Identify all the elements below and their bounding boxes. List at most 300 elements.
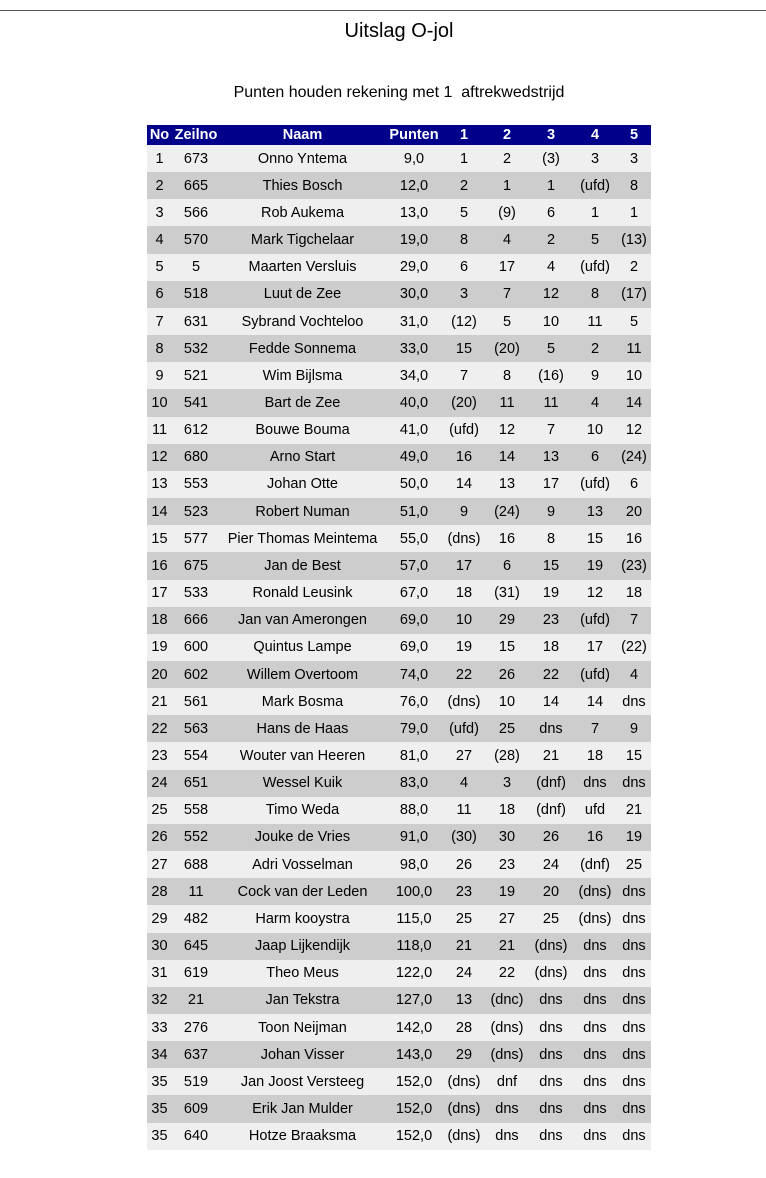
col-naam-cell: Wim Bijlsma — [220, 362, 385, 389]
col-punten-cell: 69,0 — [385, 634, 443, 661]
col-naam-cell: Wessel Kuik — [220, 770, 385, 797]
col-race-5-cell: 4 — [617, 661, 651, 688]
col-race-3-cell: 6 — [529, 199, 573, 226]
col-race-4-cell: 7 — [573, 715, 617, 742]
col-naam-cell: Maarten Versluis — [220, 254, 385, 281]
col-race-4-cell: 19 — [573, 552, 617, 579]
col-punten-cell: 152,0 — [385, 1123, 443, 1150]
col-race-4-cell: 15 — [573, 525, 617, 552]
col-punten-cell: 118,0 — [385, 933, 443, 960]
col-naam-cell: Rob Aukema — [220, 199, 385, 226]
col-race-3-cell: 10 — [529, 308, 573, 335]
table-row — [147, 960, 651, 987]
col-punten-cell: 76,0 — [385, 688, 443, 715]
col-race-3-cell: 21 — [529, 742, 573, 769]
col-race-5-cell: 20 — [617, 498, 651, 525]
col-naam-cell: Jan Tekstra — [220, 987, 385, 1014]
col-zeilno-cell: 523 — [172, 498, 220, 525]
col-naam-cell: Jan van Amerongen — [220, 607, 385, 634]
col-race-3-cell: dns — [529, 1068, 573, 1095]
col-race-1-cell: (dns) — [443, 1123, 485, 1150]
col-no-cell: 21 — [147, 688, 172, 715]
col-race-2-cell: dnf — [485, 1068, 529, 1095]
col-race-3-cell: 13 — [529, 444, 573, 471]
col-race-3-cell: 1 — [529, 172, 573, 199]
col-no-cell: 7 — [147, 308, 172, 335]
col-race-4-cell: (ufd) — [573, 254, 617, 281]
col-race-3-cell: 11 — [529, 389, 573, 416]
col-race-2-cell: 7 — [485, 281, 529, 308]
col-race-3-cell: (3) — [529, 145, 573, 172]
col-punten-cell: 33,0 — [385, 335, 443, 362]
col-naam-cell: Toon Neijman — [220, 1014, 385, 1041]
col-race-2-cell: 2 — [485, 145, 529, 172]
col-race-5-header: 5 — [617, 125, 651, 145]
col-naam-cell: Jan Joost Versteeg — [220, 1068, 385, 1095]
table-row — [147, 688, 651, 715]
col-race-4-cell: 4 — [573, 389, 617, 416]
col-race-3-cell: (dnf) — [529, 797, 573, 824]
col-no-cell: 34 — [147, 1041, 172, 1068]
col-race-5-cell: 10 — [617, 362, 651, 389]
col-zeilno-cell: 533 — [172, 580, 220, 607]
table-row — [147, 851, 651, 878]
col-race-1-cell: (30) — [443, 824, 485, 851]
col-race-2-cell: 4 — [485, 226, 529, 253]
col-race-2-cell: 25 — [485, 715, 529, 742]
col-zeilno-cell: 688 — [172, 851, 220, 878]
col-punten-cell: 74,0 — [385, 661, 443, 688]
col-punten-cell: 98,0 — [385, 851, 443, 878]
table-row — [147, 172, 651, 199]
col-no-cell: 23 — [147, 742, 172, 769]
col-punten-cell: 49,0 — [385, 444, 443, 471]
col-race-5-cell: 19 — [617, 824, 651, 851]
col-race-3-cell: (dnf) — [529, 770, 573, 797]
table-row — [147, 715, 651, 742]
table-row — [147, 226, 651, 253]
results-table — [147, 125, 651, 1150]
col-race-5-cell: dns — [617, 770, 651, 797]
col-punten-cell: 29,0 — [385, 254, 443, 281]
col-race-5-cell: 14 — [617, 389, 651, 416]
col-race-1-cell: 3 — [443, 281, 485, 308]
col-race-2-cell: 21 — [485, 933, 529, 960]
col-race-1-cell: 17 — [443, 552, 485, 579]
col-race-2-cell: dns — [485, 1095, 529, 1122]
col-race-1-cell: (dns) — [443, 525, 485, 552]
col-race-3-cell: 18 — [529, 634, 573, 661]
col-zeilno-cell: 558 — [172, 797, 220, 824]
col-race-2-cell: (24) — [485, 498, 529, 525]
col-race-3-cell: 17 — [529, 471, 573, 498]
col-race-1-cell: 1 — [443, 145, 485, 172]
col-race-4-cell: dns — [573, 1095, 617, 1122]
col-punten-cell: 13,0 — [385, 199, 443, 226]
table-row — [147, 607, 651, 634]
col-race-3-cell: dns — [529, 1041, 573, 1068]
col-race-4-cell: dns — [573, 1123, 617, 1150]
col-race-2-cell: 1 — [485, 172, 529, 199]
col-race-4-cell: 3 — [573, 145, 617, 172]
col-zeilno-cell: 680 — [172, 444, 220, 471]
col-zeilno-cell: 673 — [172, 145, 220, 172]
col-race-4-cell: 16 — [573, 824, 617, 851]
col-race-4-cell: (dns) — [573, 878, 617, 905]
col-no-cell: 1 — [147, 145, 172, 172]
col-race-3-cell: dns — [529, 1014, 573, 1041]
col-race-3-cell: 22 — [529, 661, 573, 688]
col-zeilno-cell: 521 — [172, 362, 220, 389]
col-punten-cell: 41,0 — [385, 417, 443, 444]
col-punten-cell: 122,0 — [385, 960, 443, 987]
table-row — [147, 634, 651, 661]
col-zeilno-cell: 577 — [172, 525, 220, 552]
col-race-3-cell: 24 — [529, 851, 573, 878]
col-race-1-cell: 24 — [443, 960, 485, 987]
col-race-2-cell: 6 — [485, 552, 529, 579]
col-race-5-cell: (23) — [617, 552, 651, 579]
col-race-2-cell: (20) — [485, 335, 529, 362]
col-zeilno-cell: 563 — [172, 715, 220, 742]
col-punten-cell: 115,0 — [385, 905, 443, 932]
col-race-1-cell: 5 — [443, 199, 485, 226]
col-naam-header: Naam — [220, 125, 385, 145]
col-no-cell: 11 — [147, 417, 172, 444]
col-race-2-header: 2 — [485, 125, 529, 145]
table-row — [147, 389, 651, 416]
col-naam-cell: Jaap Lijkendijk — [220, 933, 385, 960]
col-naam-cell: Bouwe Bouma — [220, 417, 385, 444]
col-race-2-cell: 17 — [485, 254, 529, 281]
col-race-5-cell: 11 — [617, 335, 651, 362]
col-race-5-cell: 8 — [617, 172, 651, 199]
col-race-5-cell: 3 — [617, 145, 651, 172]
col-naam-cell: Johan Visser — [220, 1041, 385, 1068]
page-subtitle: Punten houden rekening met 1 aftrekwedstrijd — [233, 84, 565, 101]
col-punten-cell: 81,0 — [385, 742, 443, 769]
col-zeilno-cell: 612 — [172, 417, 220, 444]
col-zeilno-cell: 651 — [172, 770, 220, 797]
col-punten-cell: 79,0 — [385, 715, 443, 742]
col-zeilno-cell: 600 — [172, 634, 220, 661]
col-zeilno-cell: 561 — [172, 688, 220, 715]
col-race-4-cell: 1 — [573, 199, 617, 226]
col-race-1-cell: 6 — [443, 254, 485, 281]
col-race-4-cell: dns — [573, 1014, 617, 1041]
col-naam-cell: Thies Bosch — [220, 172, 385, 199]
col-race-5-cell: dns — [617, 1041, 651, 1068]
col-race-5-cell: dns — [617, 960, 651, 987]
col-race-2-cell: (28) — [485, 742, 529, 769]
col-race-1-cell: 9 — [443, 498, 485, 525]
table-row — [147, 145, 651, 172]
col-punten-cell: 50,0 — [385, 471, 443, 498]
col-race-3-cell: 14 — [529, 688, 573, 715]
table-row — [147, 878, 651, 905]
col-race-1-cell: 11 — [443, 797, 485, 824]
col-race-4-cell: 5 — [573, 226, 617, 253]
col-race-1-cell: 18 — [443, 580, 485, 607]
col-zeilno-cell: 602 — [172, 661, 220, 688]
col-race-5-cell: 6 — [617, 471, 651, 498]
table-row — [147, 905, 651, 932]
col-race-3-cell: dns — [529, 987, 573, 1014]
col-race-1-cell: 10 — [443, 607, 485, 634]
col-race-4-cell: dns — [573, 960, 617, 987]
col-race-3-cell: 23 — [529, 607, 573, 634]
col-zeilno-cell: 553 — [172, 471, 220, 498]
col-race-4-header: 4 — [573, 125, 617, 145]
col-race-4-cell: 14 — [573, 688, 617, 715]
col-race-1-cell: (dns) — [443, 688, 485, 715]
col-race-2-cell: dns — [485, 1123, 529, 1150]
col-punten-cell: 83,0 — [385, 770, 443, 797]
col-race-5-cell: 12 — [617, 417, 651, 444]
col-naam-cell: Johan Otte — [220, 471, 385, 498]
col-race-4-cell: dns — [573, 933, 617, 960]
col-race-3-cell: dns — [529, 1095, 573, 1122]
col-race-4-cell: 10 — [573, 417, 617, 444]
col-race-1-cell: 25 — [443, 905, 485, 932]
col-race-2-cell: 3 — [485, 770, 529, 797]
col-punten-cell: 69,0 — [385, 607, 443, 634]
col-race-4-cell: dns — [573, 770, 617, 797]
table-row — [147, 1041, 651, 1068]
col-race-2-cell: 12 — [485, 417, 529, 444]
col-zeilno-cell: 665 — [172, 172, 220, 199]
col-race-3-cell: (16) — [529, 362, 573, 389]
col-race-5-cell: 7 — [617, 607, 651, 634]
col-no-cell: 35 — [147, 1123, 172, 1150]
col-zeilno-cell: 518 — [172, 281, 220, 308]
col-race-3-cell: 4 — [529, 254, 573, 281]
col-race-5-cell: (13) — [617, 226, 651, 253]
col-race-1-cell: 7 — [443, 362, 485, 389]
col-no-cell: 12 — [147, 444, 172, 471]
col-race-3-cell: 8 — [529, 525, 573, 552]
col-naam-cell: Hans de Haas — [220, 715, 385, 742]
col-race-1-header: 1 — [443, 125, 485, 145]
col-punten-cell: 12,0 — [385, 172, 443, 199]
table-row — [147, 1095, 651, 1122]
col-naam-cell: Luut de Zee — [220, 281, 385, 308]
table-row — [147, 1068, 651, 1095]
col-naam-cell: Bart de Zee — [220, 389, 385, 416]
col-punten-cell: 100,0 — [385, 878, 443, 905]
table-row — [147, 471, 651, 498]
table-row — [147, 987, 651, 1014]
col-race-3-cell: (dns) — [529, 960, 573, 987]
col-race-1-cell: 13 — [443, 987, 485, 1014]
col-race-1-cell: (dns) — [443, 1068, 485, 1095]
table-row — [147, 797, 651, 824]
col-no-cell: 4 — [147, 226, 172, 253]
col-race-4-cell: 8 — [573, 281, 617, 308]
col-race-5-cell: 5 — [617, 308, 651, 335]
col-naam-cell: Erik Jan Mulder — [220, 1095, 385, 1122]
col-race-3-cell: dns — [529, 1123, 573, 1150]
table-row — [147, 552, 651, 579]
col-punten-cell: 67,0 — [385, 580, 443, 607]
table-row — [147, 1123, 651, 1150]
col-no-cell: 10 — [147, 389, 172, 416]
col-naam-cell: Fedde Sonnema — [220, 335, 385, 362]
col-race-2-cell: 30 — [485, 824, 529, 851]
col-zeilno-cell: 609 — [172, 1095, 220, 1122]
col-no-cell: 16 — [147, 552, 172, 579]
col-punten-cell: 31,0 — [385, 308, 443, 335]
table-row — [147, 742, 651, 769]
col-zeilno-cell: 5 — [172, 254, 220, 281]
col-race-4-cell: (ufd) — [573, 471, 617, 498]
col-punten-cell: 57,0 — [385, 552, 443, 579]
col-race-1-cell: 8 — [443, 226, 485, 253]
col-no-cell: 5 — [147, 254, 172, 281]
col-no-cell: 20 — [147, 661, 172, 688]
col-punten-cell: 40,0 — [385, 389, 443, 416]
col-zeilno-cell: 645 — [172, 933, 220, 960]
page-title: Uitslag O-jol — [344, 20, 454, 42]
table-row — [147, 254, 651, 281]
col-punten-cell: 152,0 — [385, 1095, 443, 1122]
col-race-5-cell: (24) — [617, 444, 651, 471]
col-punten-header: Punten — [385, 125, 443, 145]
col-race-4-cell: dns — [573, 987, 617, 1014]
col-race-4-cell: (ufd) — [573, 661, 617, 688]
col-naam-cell: Jan de Best — [220, 552, 385, 579]
col-race-4-cell: 13 — [573, 498, 617, 525]
col-race-3-cell: 5 — [529, 335, 573, 362]
col-punten-cell: 143,0 — [385, 1041, 443, 1068]
col-race-5-cell: 15 — [617, 742, 651, 769]
col-race-5-cell: dns — [617, 1014, 651, 1041]
col-no-cell: 35 — [147, 1068, 172, 1095]
col-no-cell: 25 — [147, 797, 172, 824]
col-race-2-cell: 22 — [485, 960, 529, 987]
col-race-5-cell: (17) — [617, 281, 651, 308]
col-zeilno-cell: 482 — [172, 905, 220, 932]
col-race-1-cell: 26 — [443, 851, 485, 878]
col-race-4-cell: (dns) — [573, 905, 617, 932]
col-race-1-cell: (12) — [443, 308, 485, 335]
col-race-3-cell: 25 — [529, 905, 573, 932]
col-race-5-cell: 9 — [617, 715, 651, 742]
col-no-cell: 9 — [147, 362, 172, 389]
col-race-1-cell: 16 — [443, 444, 485, 471]
col-race-1-cell: 2 — [443, 172, 485, 199]
col-race-3-cell: 7 — [529, 417, 573, 444]
col-no-cell: 8 — [147, 335, 172, 362]
col-race-4-cell: (ufd) — [573, 172, 617, 199]
col-race-2-cell: (dnc) — [485, 987, 529, 1014]
table-row — [147, 661, 651, 688]
col-no-cell: 24 — [147, 770, 172, 797]
col-no-cell: 22 — [147, 715, 172, 742]
col-race-1-cell: 29 — [443, 1041, 485, 1068]
col-race-2-cell: (31) — [485, 580, 529, 607]
col-race-3-cell: 20 — [529, 878, 573, 905]
col-race-1-cell: (ufd) — [443, 417, 485, 444]
top-divider — [0, 10, 766, 11]
col-race-5-cell: 25 — [617, 851, 651, 878]
col-race-4-cell: ufd — [573, 797, 617, 824]
col-race-5-cell: 1 — [617, 199, 651, 226]
col-no-cell: 6 — [147, 281, 172, 308]
col-race-2-cell: 19 — [485, 878, 529, 905]
col-zeilno-cell: 666 — [172, 607, 220, 634]
col-no-cell: 3 — [147, 199, 172, 226]
col-no-cell: 29 — [147, 905, 172, 932]
col-race-4-cell: (dnf) — [573, 851, 617, 878]
col-race-5-cell: (22) — [617, 634, 651, 661]
col-no-cell: 17 — [147, 580, 172, 607]
col-zeilno-cell: 541 — [172, 389, 220, 416]
col-race-2-cell: 16 — [485, 525, 529, 552]
col-punten-cell: 34,0 — [385, 362, 443, 389]
col-race-3-cell: dns — [529, 715, 573, 742]
col-race-1-cell: 28 — [443, 1014, 485, 1041]
col-race-3-cell: 12 — [529, 281, 573, 308]
table-row — [147, 525, 651, 552]
col-race-2-cell: 13 — [485, 471, 529, 498]
col-race-1-cell: 22 — [443, 661, 485, 688]
col-race-2-cell: 11 — [485, 389, 529, 416]
col-naam-cell: Sybrand Vochteloo — [220, 308, 385, 335]
col-punten-cell: 30,0 — [385, 281, 443, 308]
col-race-4-cell: (ufd) — [573, 607, 617, 634]
col-no-header: No — [147, 125, 172, 145]
col-naam-cell: Willem Overtoom — [220, 661, 385, 688]
col-race-4-cell: 17 — [573, 634, 617, 661]
col-race-2-cell: 26 — [485, 661, 529, 688]
col-no-cell: 14 — [147, 498, 172, 525]
col-race-1-cell: 19 — [443, 634, 485, 661]
table-row — [147, 770, 651, 797]
col-race-1-cell: 21 — [443, 933, 485, 960]
col-race-5-cell: dns — [617, 688, 651, 715]
table-row — [147, 308, 651, 335]
col-zeilno-cell: 566 — [172, 199, 220, 226]
col-zeilno-cell: 11 — [172, 878, 220, 905]
col-no-cell: 2 — [147, 172, 172, 199]
col-naam-cell: Wouter van Heeren — [220, 742, 385, 769]
col-zeilno-cell: 619 — [172, 960, 220, 987]
col-zeilno-cell: 276 — [172, 1014, 220, 1041]
col-naam-cell: Arno Start — [220, 444, 385, 471]
col-zeilno-cell: 519 — [172, 1068, 220, 1095]
col-race-2-cell: (9) — [485, 199, 529, 226]
col-no-cell: 33 — [147, 1014, 172, 1041]
col-zeilno-cell: 554 — [172, 742, 220, 769]
col-zeilno-cell: 631 — [172, 308, 220, 335]
col-naam-cell: Pier Thomas Meintema — [220, 525, 385, 552]
col-race-1-cell: 15 — [443, 335, 485, 362]
col-no-cell: 19 — [147, 634, 172, 661]
col-race-3-cell: 19 — [529, 580, 573, 607]
col-zeilno-cell: 637 — [172, 1041, 220, 1068]
col-zeilno-cell: 675 — [172, 552, 220, 579]
col-zeilno-cell: 570 — [172, 226, 220, 253]
col-race-2-cell: 29 — [485, 607, 529, 634]
col-punten-cell: 9,0 — [385, 145, 443, 172]
col-race-5-cell: dns — [617, 878, 651, 905]
col-no-cell: 30 — [147, 933, 172, 960]
col-race-2-cell: 5 — [485, 308, 529, 335]
col-race-2-cell: (dns) — [485, 1014, 529, 1041]
col-race-3-cell: 26 — [529, 824, 573, 851]
col-race-4-cell: 12 — [573, 580, 617, 607]
